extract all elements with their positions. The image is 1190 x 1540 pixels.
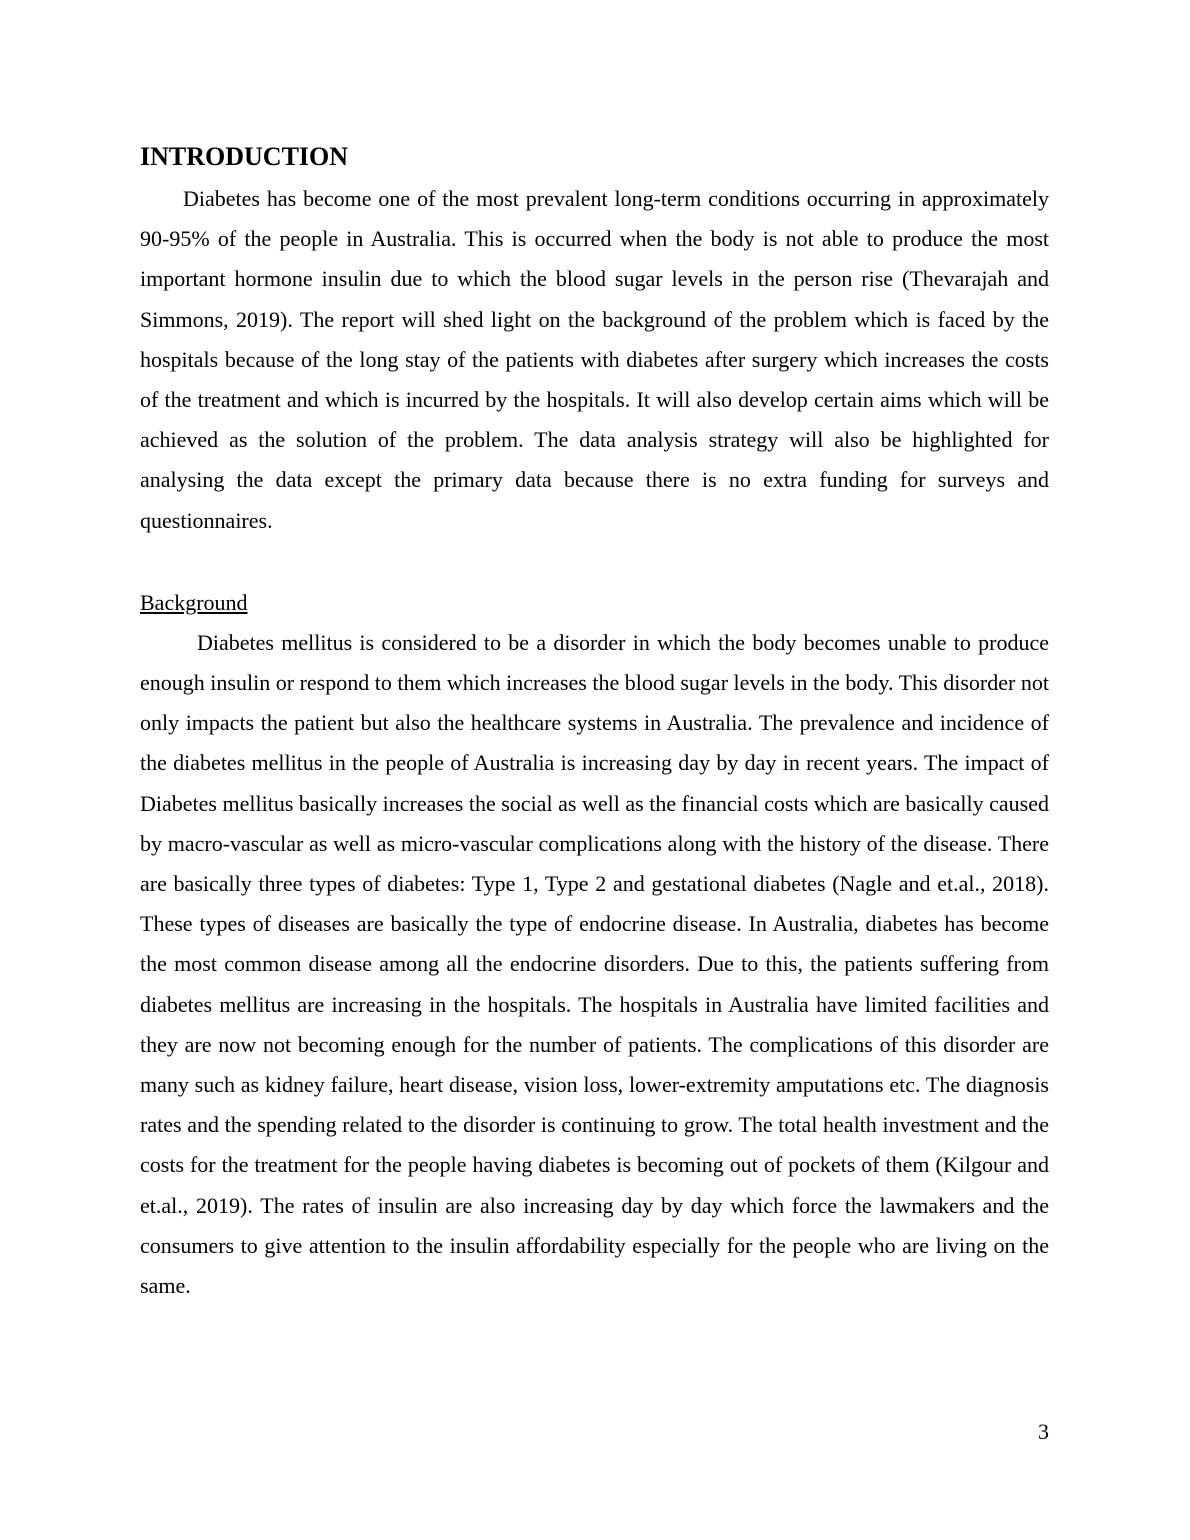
- page-content: [140, 140, 1049, 1306]
- section-heading-introduction: INTRODUCTION: [140, 142, 349, 171]
- page-number: 3: [1038, 1419, 1049, 1444]
- background-paragraph: Diabetes mellitus is considered to be a disorder in which the body becomes unable to produce enough insulin or respond to them which increases the blood sugar levels in the body. This disorder not only impacts the patient but also the healthcare systems in Australia. The prevalence and incidence of the diabetes mellitus in the people of Australia is increasing day by day in recent years. The impact of Diabetes mellitus basically increases the social as well as the financial costs which are basically caused by macro-vascular as well as micro-vascular complications along with the history of the disease. There are basically three types of diabetes: Type 1, Type 2 and gestational diabetes (Nagle and et.al., 2018). These types of diseases are basically the type of endocrine disease. In Australia, diabetes has become the most common disease among all the endocrine disorders. Due to this, the patients suffering from diabetes mellitus are increasing in the hospitals. The hospitals in Australia have limited facilities and they are now not becoming enough for the number of patients. The complications of this disorder are many such as kidney failure, heart disease, vision loss, lower-extremity amputations etc. The diagnosis rates and the spending related to the disorder is continuing to grow. The total health investment and the costs for the treatment for the people having diabetes is becoming out of pockets of them (Kilgour and et.al., 2019). The rates of insulin are also increasing day by day which force the lawmakers and the consumers to give attention to the insulin affordability especially for the people who are living on the same.: [140, 629, 1049, 1299]
- subheading-background: Background: [140, 589, 248, 615]
- introduction-paragraph: Diabetes has become one of the most prevalent long-term conditions occurring in approximately 90-95% of the people in Australia. This is occurred when the body is not able to produce the most important hormone insulin due to which the blood sugar levels in the person rise (Thevarajah and Simmons, 2019). The report will shed light on the background of the problem which is faced by the hospitals because of the long stay of the patients with diabetes after surgery which increases the costs of the treatment and which is incurred by the hospitals. It will also develop certain aims which will be achieved as the solution of the problem. The data analysis strategy will also be highlighted for analysing the data except the primary data because there is no extra funding for surveys and questionnaires.: [140, 186, 1049, 533]
